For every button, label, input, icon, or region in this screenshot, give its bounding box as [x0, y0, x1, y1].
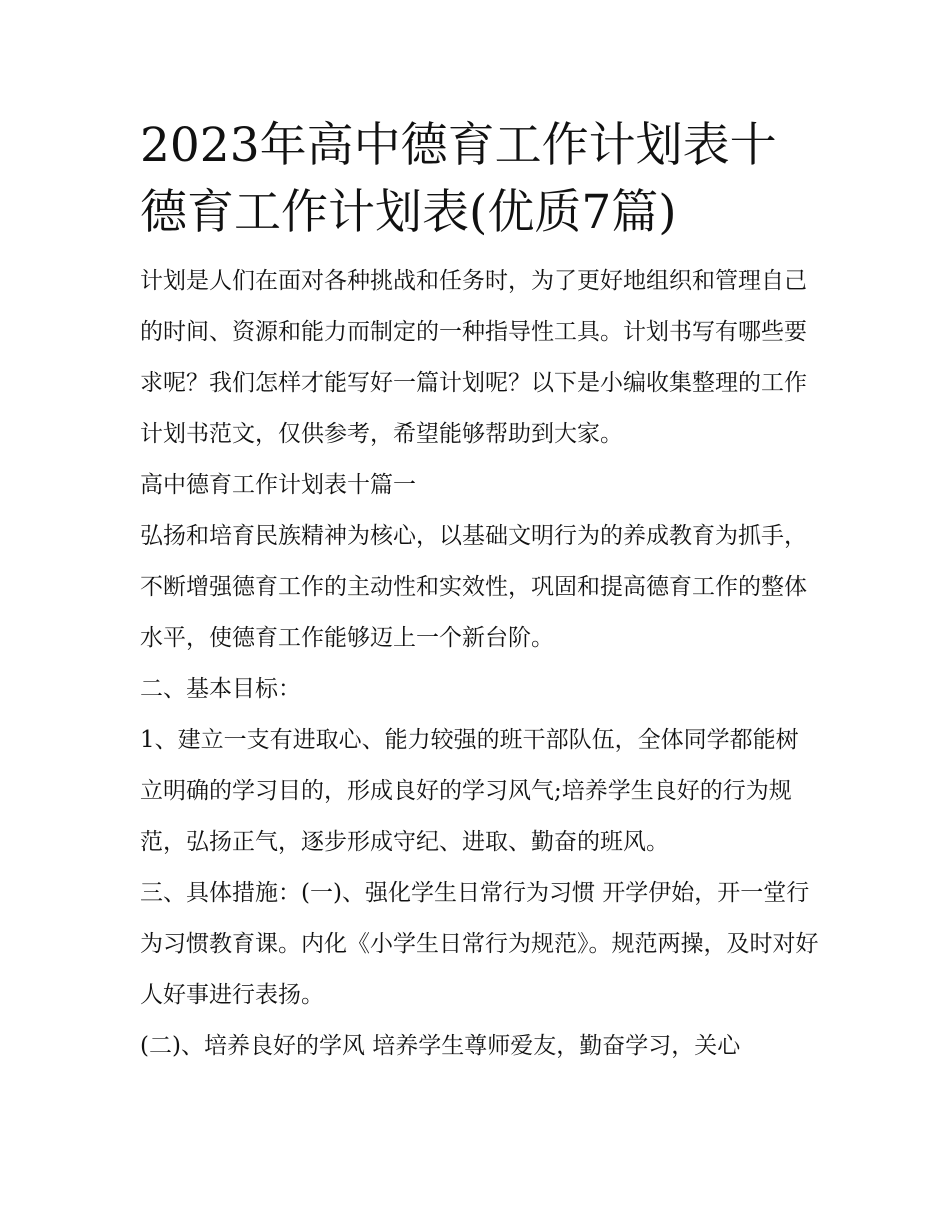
paragraph-4: 三、具体措施：(一)、强化学生日常行为习惯 开学伊始，开一堂行为习惯教育课。内化《小学生日常行为规范》。规范两操，及时对好人好事进行表扬。	[140, 880, 819, 1008]
title-line-2: 德育工作计划表(优质7篇)	[140, 185, 677, 240]
paragraph-5: (二)、培养良好的学风 培养学生尊师爱友，勤奋学习，关心	[140, 1033, 741, 1059]
title-line-1: 2023年高中德育工作计划表十	[140, 118, 777, 173]
intro-paragraph: 计划是人们在面对各种挑战和任务时，为了更好地组织和管理自己的时间、资源和能力而制定的一种指导性工具。计划书写有哪些要求呢？我们怎样才能写好一篇计划呢？以下是小编收集整理的工作计划书范文，仅供参考，希望能够帮助到大家。	[140, 268, 807, 447]
paragraph-3: 1、建立一支有进取心、能力较强的班干部队伍，全体同学都能树立明确的学习目的，形成良好的学习风气;培养学生良好的行为规范，弘扬正气，逐步形成守纪、进取、勤奋的班风。	[140, 727, 799, 855]
document-title	[140, 112, 820, 246]
document-page	[140, 112, 820, 1072]
paragraph-1: 弘扬和培育民族精神为核心，以基础文明行为的养成教育为抓手，不断增强德育工作的主动性和实效性，巩固和提高德育工作的整体水平，使德育工作能够迈上一个新台阶。	[140, 523, 807, 651]
section-heading: 高中德育工作计划表十篇一	[140, 472, 416, 498]
paragraph-2: 二、基本目标：	[140, 676, 301, 702]
